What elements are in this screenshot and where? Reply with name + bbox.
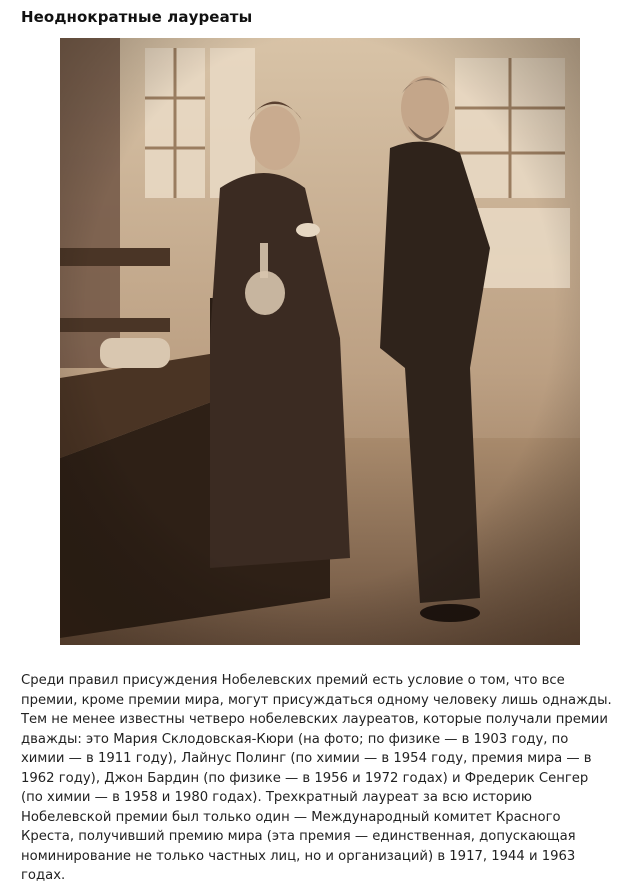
historic-lab-photo [60, 38, 580, 645]
photo-illustration [60, 38, 580, 645]
article-title: Неоднократные лауреаты [21, 8, 253, 26]
article-paragraph: Среди правил присуждения Нобелевских премий есть условие о том, что все премии, кроме премии мира, могут присуждаться одному человеку лишь однажды. Тем не менее известны четверо нобелевских лауреатов, которые получали премии дважды: это Мария Склодовская-Кюри (на фото; по физике — в 1903 году, по химии — в 1911 году), Лайнус Полинг (по химии — в 1954 году, премия мира — в 1962 году), Джон Бардин (по физике — в 1956 и 1972 годах) и Фредерик Сенгер (по химии — в 1958 и 1980 годах). Трехкратный лауреат за всю историю Нобелевской премии был только один — Международный комитет Красного Креста, получивший премию мира (эта премия — единственная, допускающая номинирование не только частных лиц, но и организаций) в 1917, 1944 и 1963 годах. [21, 673, 612, 883]
